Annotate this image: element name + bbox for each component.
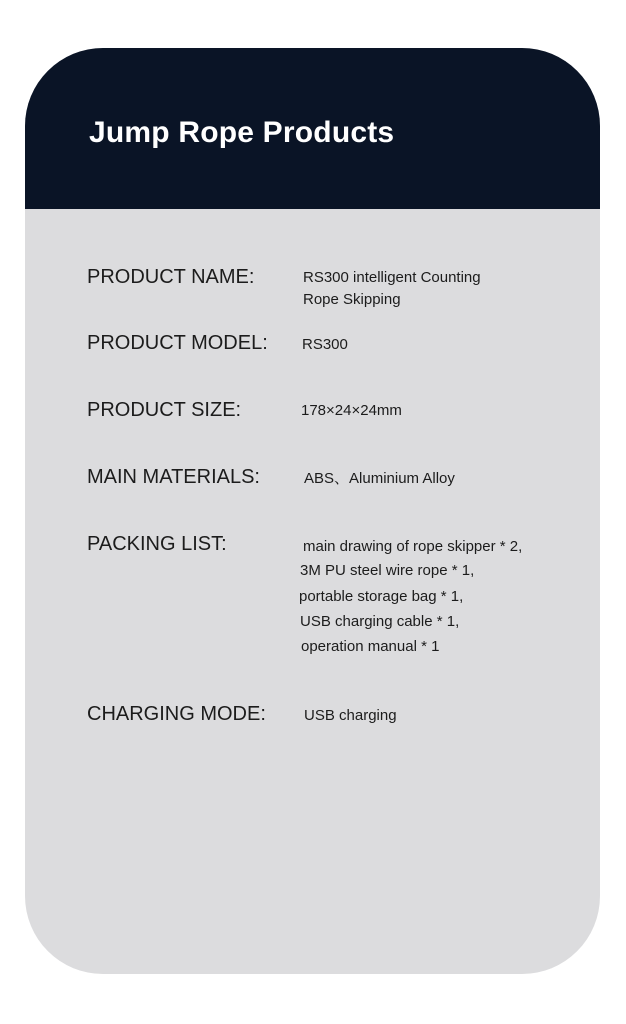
packing-list-item: operation manual * 1 <box>301 638 440 655</box>
main-materials-label: MAIN MATERIALS: <box>87 466 260 488</box>
packing-list-item: USB charging cable * 1, <box>300 613 460 630</box>
card-header <box>25 48 600 209</box>
product-name-line: RS300 intelligent Counting <box>303 269 481 286</box>
packing-list-item: portable storage bag * 1, <box>299 588 464 605</box>
main-materials-value: ABS、Aluminium Alloy <box>304 470 455 487</box>
product-name-value <box>303 267 481 311</box>
spec-card <box>25 48 600 974</box>
packing-list-item: main drawing of rope skipper * 2, <box>303 538 523 555</box>
charging-mode-label: CHARGING MODE: <box>87 703 266 725</box>
packing-list-items <box>299 535 523 655</box>
packing-list-item: 3M PU steel wire rope * 1, <box>300 562 475 579</box>
product-model-value: RS300 <box>302 336 348 353</box>
product-name-line: Rope Skipping <box>303 291 401 308</box>
product-model-label: PRODUCT MODEL: <box>87 332 268 354</box>
product-name-label: PRODUCT NAME: <box>87 266 255 288</box>
product-size-label: PRODUCT SIZE: <box>87 399 242 421</box>
page-title: Jump Rope Products <box>89 116 395 149</box>
charging-mode-value: USB charging <box>304 707 397 724</box>
product-size-value: 178×24×24mm <box>301 402 402 419</box>
packing-list-label: PACKING LIST: <box>87 533 227 555</box>
